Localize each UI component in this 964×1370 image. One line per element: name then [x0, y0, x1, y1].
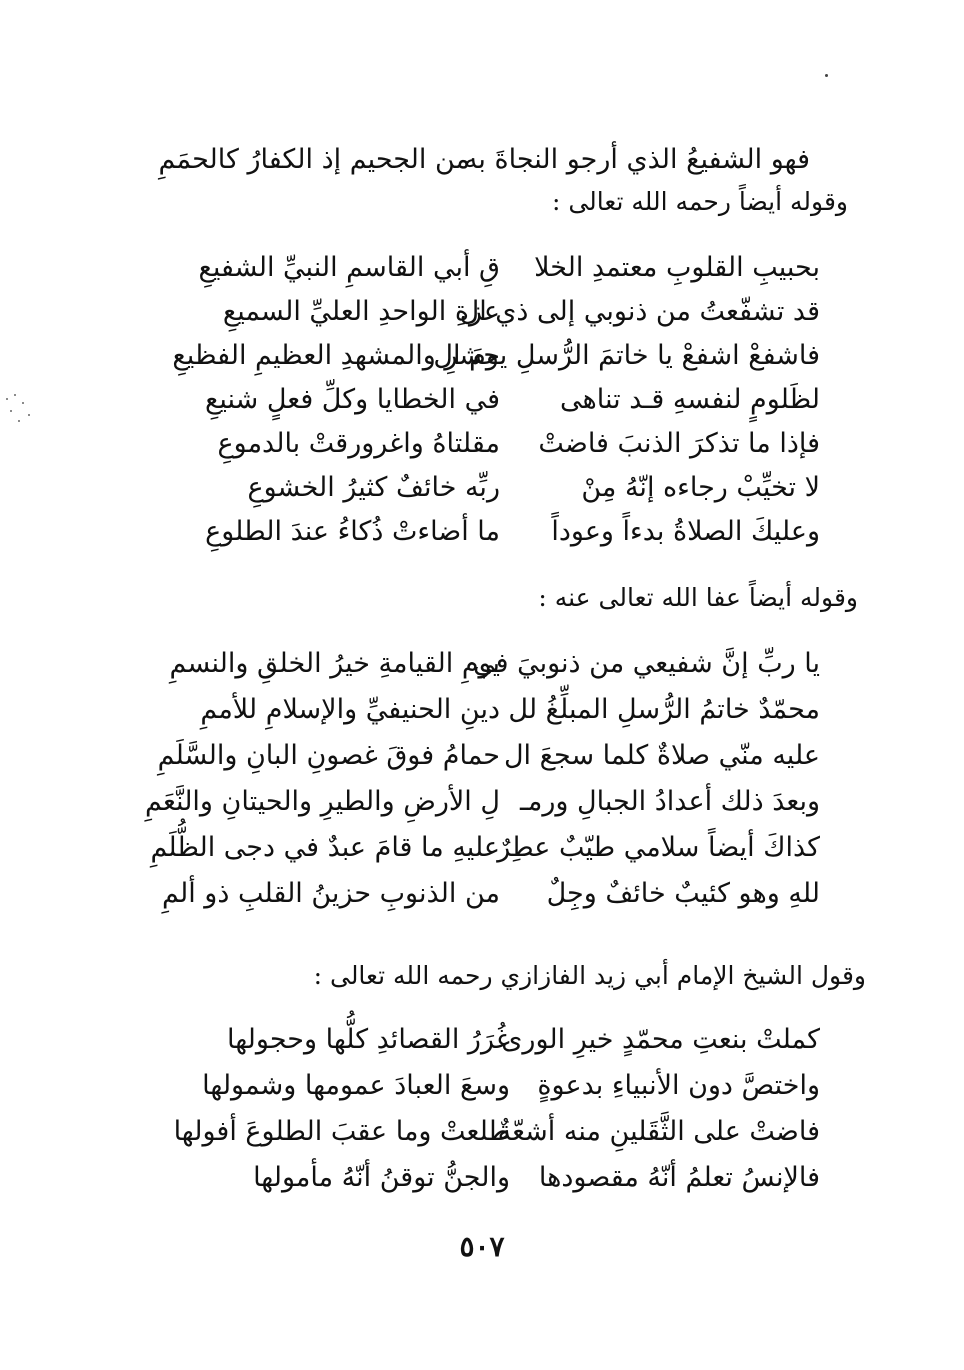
verse-second-hemistich: في الخطايا وكلِّ فعلٍ شنيعِ	[204, 384, 500, 415]
ink-speck	[825, 74, 828, 77]
verse-second-hemistich: يومِ القيامةِ خيرُ الخلقِ والنسمِ	[169, 648, 500, 679]
verse-first-hemistich: فإذا ما تذكرَ الذنبَ فاضتْ	[538, 428, 820, 459]
verse	[190, 246, 820, 290]
verse-second-hemistich: قِ أبي القاسمِ النبيِّ الشفيعِ	[198, 252, 500, 283]
verse-first-hemistich: لا تخيِّبْ رجاءه إنّهُ مِنْ	[581, 472, 820, 503]
verse-first-hemistich: محمّدٌ خاتمُ الرُّسلِ المبلِّغُ لل	[508, 694, 820, 725]
verse	[150, 826, 820, 870]
verse-second-hemistich: حشرِ والمشهدِ العظيمِ الفظيعِ	[172, 340, 500, 371]
verse-first-hemistich: وبعدَ ذلك أعدادُ الجبالِ ورمـ	[520, 786, 820, 817]
verse-first-hemistich: فاضتْ على الثَّقَلينِ منه أشعّةٌ	[497, 1116, 820, 1147]
verse-first-hemistich: يا ربِّ إنَّ شفيعي من ذنوبيَ في	[473, 648, 820, 679]
verse-first-hemistich: عليه منّي صلاةٌ كلما سجعَ ال	[503, 740, 820, 771]
poem-1	[172, 246, 820, 576]
verse-second-hemistich: لِ الأرضِ والطيرِ والحيتانِ والنَّعَمِ	[145, 786, 500, 817]
verse-first-hemistich: فالإنسُ تعلمُ أنّهُ مقصودها	[538, 1162, 820, 1193]
verse-second-hemistich: حمامُ فوقَ غصونِ البانِ والسَّلَمِ	[157, 740, 500, 771]
verse-second-hemistich: طلعتْ وما عقبَ الطلوعَ أفولها	[173, 1116, 510, 1147]
page-number: ٥٠٧	[459, 1230, 505, 1263]
verse	[190, 378, 820, 422]
verse-first-hemistich: فاشفعْ اشفعْ يا خاتمَ الرُّسلِ يومَ ال	[433, 340, 820, 371]
verse	[190, 422, 820, 466]
verse-second-hemistich: مقلتاهُ واغرورقتْ بالدموعِ	[217, 428, 500, 459]
verse	[202, 1064, 820, 1108]
verse-first-hemistich: كملتْ بنعتِ محمّدٍ خيرِ الورى	[501, 1024, 820, 1055]
verse	[220, 1018, 820, 1062]
verse-first-hemistich: وعليكَ الصلاةُ بدءاً وعوداً	[551, 516, 820, 547]
verse-second-hemistich: من الذنوبِ حزينُ القلبِ ذو ألمِ	[162, 878, 500, 909]
verse-first-hemistich: للهِ وهو كئيبٌ خائفٌ وجِلٌ	[546, 878, 820, 909]
verse-first-hemistich: واختصَّ دون الأنبياءِ بدعوةٍ	[537, 1070, 820, 1101]
verse	[190, 290, 820, 334]
scan-edge-dots	[2, 392, 42, 432]
verse-second-hemistich: ما أضاءتْ ذُكاءُ عندَ الطلوعِ	[205, 516, 500, 547]
verse-second-hemistich: دينِ الحنيفيِّ والإسلامِ للأممِ	[200, 694, 500, 725]
verse-first-hemistich: لظَلومٍ لنفسهِ قـد تناهى	[560, 384, 820, 415]
verse	[173, 1110, 820, 1154]
opening-verse-second-half: من الجحيم إذ الكفارُ كالحمَمِ	[158, 144, 470, 175]
verse	[190, 688, 820, 732]
verse	[190, 466, 820, 510]
poem-2	[145, 642, 820, 942]
verse-first-hemistich: بحبيبِ القلوبِ معتمدِ الخلا	[534, 252, 820, 283]
section-intro-2: وقوله أيضاً عفا الله تعالى عنه :	[538, 583, 858, 612]
verse-first-hemistich: كذاكَ أيضاً سلامي طيّبٌ عطِرٌ	[497, 832, 820, 863]
verse	[169, 642, 820, 686]
verse	[145, 780, 820, 824]
verse	[172, 334, 820, 378]
verse-second-hemistich: غُرَرُ القصائدِ كلُّها وحجولها	[227, 1024, 510, 1055]
verse-second-hemistich: وسعَ العبادَ عمومها وشمولها	[202, 1070, 510, 1101]
section-intro-3: وقول الشيخ الإمام أبي زيد الفازازي رحمه الله تعالى :	[313, 961, 866, 990]
verse	[220, 1156, 820, 1200]
verse-second-hemistich: ربِّه خائفٌ كثيرُ الخشوعِ	[247, 472, 500, 503]
verse	[162, 872, 820, 916]
verse-first-hemistich: قد تشفّعتُ من ذنوبي إلى ذي ال	[459, 296, 820, 327]
opening-verse-first-half: فهو الشفيعُ الذي أرجو النجاةَ به	[463, 144, 810, 175]
poem-3	[173, 1018, 820, 1218]
verse-second-hemistich: عليهِ ما قامَ عبدٌ في دجى الظُّلَمِ	[150, 832, 500, 863]
verse	[190, 510, 820, 554]
section-intro-1: وقوله أيضاً رحمه الله تعالى :	[551, 187, 848, 216]
verse-second-hemistich: عزةِ الواحدِ العليِّ السميعِ	[222, 296, 500, 327]
verse	[157, 734, 820, 778]
verse-second-hemistich: والجنُّ توقنُ أنّهُ مأمولها	[253, 1162, 510, 1193]
